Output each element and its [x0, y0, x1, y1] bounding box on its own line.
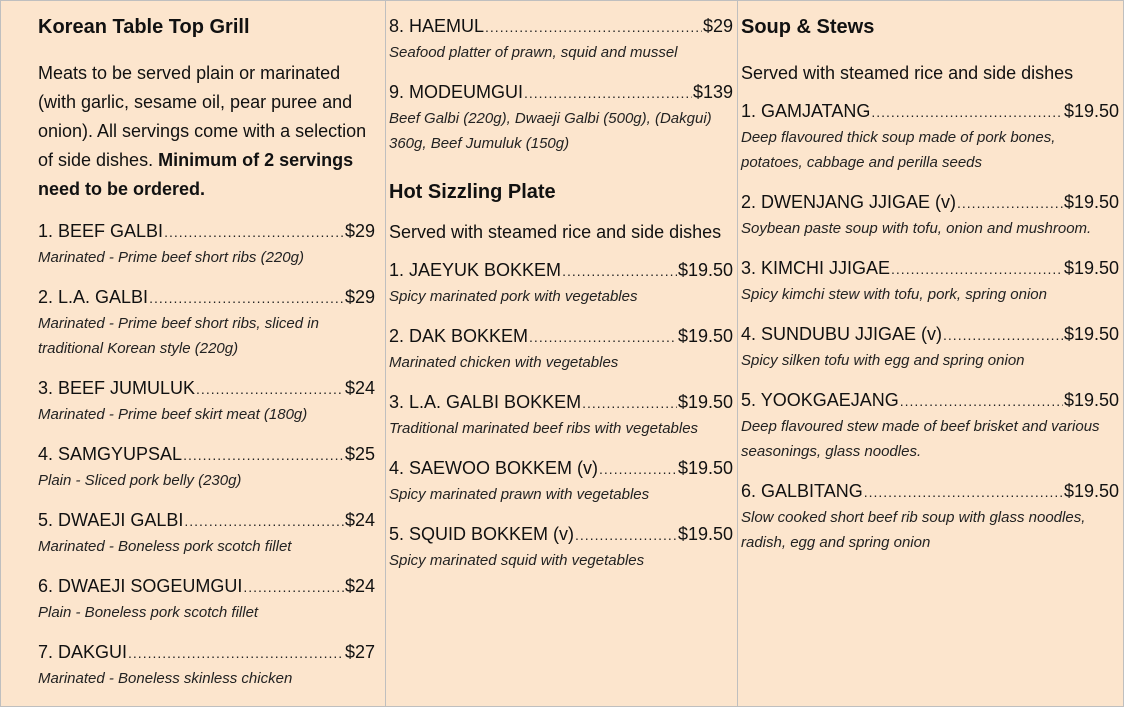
dot-leader [184, 508, 344, 534]
column-middle [386, 1, 738, 706]
menu-item [741, 478, 1119, 555]
menu-list-soups [741, 98, 1119, 555]
menu-item-line [389, 79, 733, 106]
menu-item-price: $29 [344, 287, 375, 307]
menu-item-line [38, 218, 375, 245]
menu-list-grill-continued [389, 13, 733, 156]
menu-item [389, 521, 733, 573]
menu-item-price: $19.50 [1063, 324, 1119, 344]
menu-item [389, 79, 733, 156]
menu-item [38, 441, 375, 493]
dot-leader [243, 574, 344, 600]
menu-item-name: 2. DAK BOKKEM [389, 326, 529, 346]
section-title-grill: Korean Table Top Grill [38, 16, 250, 38]
dot-leader [128, 640, 344, 666]
menu-item-line [38, 573, 375, 600]
menu-item-description: Plain - Boneless pork scotch fillet [38, 604, 259, 621]
menu-item-price: $19.50 [1063, 101, 1119, 121]
menu-item [389, 323, 733, 375]
menu-item-name: 3. L.A. GALBI BOKKEM [389, 392, 582, 412]
dot-leader [196, 376, 344, 402]
dot-leader [524, 80, 692, 106]
menu-item-name: 5. SQUID BOKKEM (v) [389, 524, 575, 544]
menu-item-description: Marinated - Boneless pork scotch fillet [38, 538, 292, 555]
section-intro-sizzling: Served with steamed rice and side dishes [389, 222, 722, 242]
menu-item-description: Spicy marinated prawn with vegetables [389, 486, 650, 503]
intro-bold-note: Minimum of 2 servings need to be ordered. [38, 150, 354, 199]
menu-item-name: 7. DAKGUI [38, 642, 128, 662]
menu-item-name: 5. DWAEJI GALBI [38, 510, 184, 530]
menu-item-description: Spicy kimchi stew with tofu, pork, spring onion [741, 286, 1047, 303]
menu-item-name: 2. L.A. GALBI [38, 287, 149, 307]
menu-item-line [389, 257, 733, 284]
section-intro-grill [38, 59, 375, 204]
dot-leader [864, 479, 1063, 505]
menu-list-sizzling [389, 257, 733, 573]
menu-item-line [389, 389, 733, 416]
dot-leader [562, 258, 677, 284]
menu-item [38, 573, 375, 625]
menu-item-description: Slow cooked short beef rib soup with glass noodles, radish, egg and spring onion [741, 509, 1086, 551]
menu-item-name: 6. GALBITANG [741, 481, 863, 501]
menu-item-name: 3. KIMCHI JJIGAE [741, 258, 891, 278]
menu-item-price: $19.50 [677, 524, 733, 544]
menu-item-name: 4. SAEWOO BOKKEM (v) [389, 458, 599, 478]
menu-item-description: Spicy marinated squid with vegetables [389, 552, 645, 569]
menu-item-price: $29 [702, 16, 733, 36]
menu-item-line [741, 255, 1119, 282]
menu-item-price: $25 [344, 444, 375, 464]
menu-item-description: Marinated - Prime beef skirt meat (180g) [38, 406, 308, 423]
menu-item [389, 455, 733, 507]
menu-item-price: $19.50 [677, 260, 733, 280]
dot-leader [485, 14, 702, 40]
menu-item [38, 375, 375, 427]
menu-item-name: 2. DWENJANG JJIGAE (v) [741, 192, 957, 212]
menu-item-line [741, 387, 1119, 414]
menu-item-line [741, 98, 1119, 125]
dot-leader [957, 190, 1063, 216]
dot-leader [529, 324, 677, 350]
menu-item-name: 8. HAEMUL [389, 16, 485, 36]
dot-leader [582, 390, 677, 416]
menu-item-description: Marinated chicken with vegetables [389, 354, 619, 371]
menu-item [38, 639, 375, 691]
menu-item-line [389, 455, 733, 482]
dot-leader [183, 442, 344, 468]
menu-item-line [389, 521, 733, 548]
menu-item-price: $24 [344, 378, 375, 398]
menu-list-grill [38, 218, 375, 691]
menu-item-price: $19.50 [1063, 258, 1119, 278]
menu-item-price: $19.50 [1063, 481, 1119, 501]
menu-item-price: $19.50 [677, 458, 733, 478]
menu-item-description: Plain - Sliced pork belly (230g) [38, 472, 242, 489]
section-intro-soups: Served with steamed rice and side dishes [741, 63, 1074, 83]
menu-item-description: Spicy silken tofu with egg and spring onion [741, 352, 1025, 369]
menu-item-name: 4. SUNDUBU JJIGAE (v) [741, 324, 943, 344]
menu-item [741, 387, 1119, 464]
menu-item-description: Seafood platter of prawn, squid and mussel [389, 44, 678, 61]
menu-item-name: 9. MODEUMGUI [389, 82, 524, 102]
menu-item-price: $139 [692, 82, 733, 102]
menu-item-description: Marinated - Boneless skinless chicken [38, 670, 293, 687]
menu-item-description: Deep flavoured thick soup made of pork bones, potatoes, cabbage and perilla seeds [741, 129, 1056, 171]
menu-item [38, 507, 375, 559]
menu-item [741, 98, 1119, 175]
menu-item-name: 3. BEEF JUMULUK [38, 378, 196, 398]
dot-leader [599, 456, 677, 482]
menu-item [389, 13, 733, 65]
dot-leader [943, 322, 1063, 348]
menu-item-line [389, 323, 733, 350]
dot-leader [871, 99, 1063, 125]
menu-item-price: $27 [344, 642, 375, 662]
menu-item-line [389, 13, 733, 40]
dot-leader [900, 388, 1063, 414]
menu-item-price: $19.50 [1063, 192, 1119, 212]
menu-item-name: 5. YOOKGAEJANG [741, 390, 899, 410]
menu-item-description: Marinated - Prime beef short ribs, sliced in traditional Korean style (220g) [38, 315, 319, 357]
menu-item-description: Traditional marinated beef ribs with vegetables [389, 420, 699, 437]
dot-leader [164, 219, 344, 245]
intro-text: Meats to be served plain or marinated (with garlic, sesame oil, pear puree and onion). All servings come with a selection of side dishes. [38, 63, 367, 170]
menu-item-description: Spicy marinated pork with vegetables [389, 288, 638, 305]
column-soups [738, 1, 1124, 706]
section-title-sizzling: Hot Sizzling Plate [389, 181, 556, 203]
menu-item-line [38, 639, 375, 666]
menu-item-line [741, 189, 1119, 216]
section-title-soups: Soup & Stews [741, 16, 875, 38]
menu-item [389, 389, 733, 441]
menu-item-line [741, 321, 1119, 348]
dot-leader [575, 522, 677, 548]
menu-item [38, 284, 375, 361]
column-grill [1, 1, 386, 706]
menu-item-line [38, 375, 375, 402]
menu-item-line [38, 284, 375, 311]
menu-item [741, 255, 1119, 307]
menu-item-price: $24 [344, 510, 375, 530]
menu-item-price: $19.50 [677, 326, 733, 346]
menu-item-name: 6. DWAEJI SOGEUMGUI [38, 576, 243, 596]
menu-item-price: $19.50 [677, 392, 733, 412]
menu-item-name: 1. JAEYUK BOKKEM [389, 260, 562, 280]
menu-item [741, 189, 1119, 241]
menu-item-price: $19.50 [1063, 390, 1119, 410]
menu-item-name: 1. GAMJATANG [741, 101, 871, 121]
dot-leader [149, 285, 344, 311]
menu-item-name: 1. BEEF GALBI [38, 221, 164, 241]
menu-item-line [38, 507, 375, 534]
menu-item-price: $24 [344, 576, 375, 596]
menu-item [389, 257, 733, 309]
menu-item-line [38, 441, 375, 468]
menu-item-description: Soybean paste soup with tofu, onion and mushroom. [741, 220, 1092, 237]
menu-item-description: Deep flavoured stew made of beef brisket and various seasonings, glass noodles. [741, 418, 1100, 460]
menu-item-price: $29 [344, 221, 375, 241]
menu-item-name: 4. SAMGYUPSAL [38, 444, 183, 464]
menu-item [741, 321, 1119, 373]
dot-leader [891, 256, 1063, 282]
menu-item-description: Beef Galbi (220g), Dwaeji Galbi (500g), (Dakgui) 360g, Beef Jumuluk (150g) [389, 110, 712, 152]
menu-item-line [741, 478, 1119, 505]
menu-item [38, 218, 375, 270]
menu-item-description: Marinated - Prime beef short ribs (220g) [38, 249, 304, 266]
